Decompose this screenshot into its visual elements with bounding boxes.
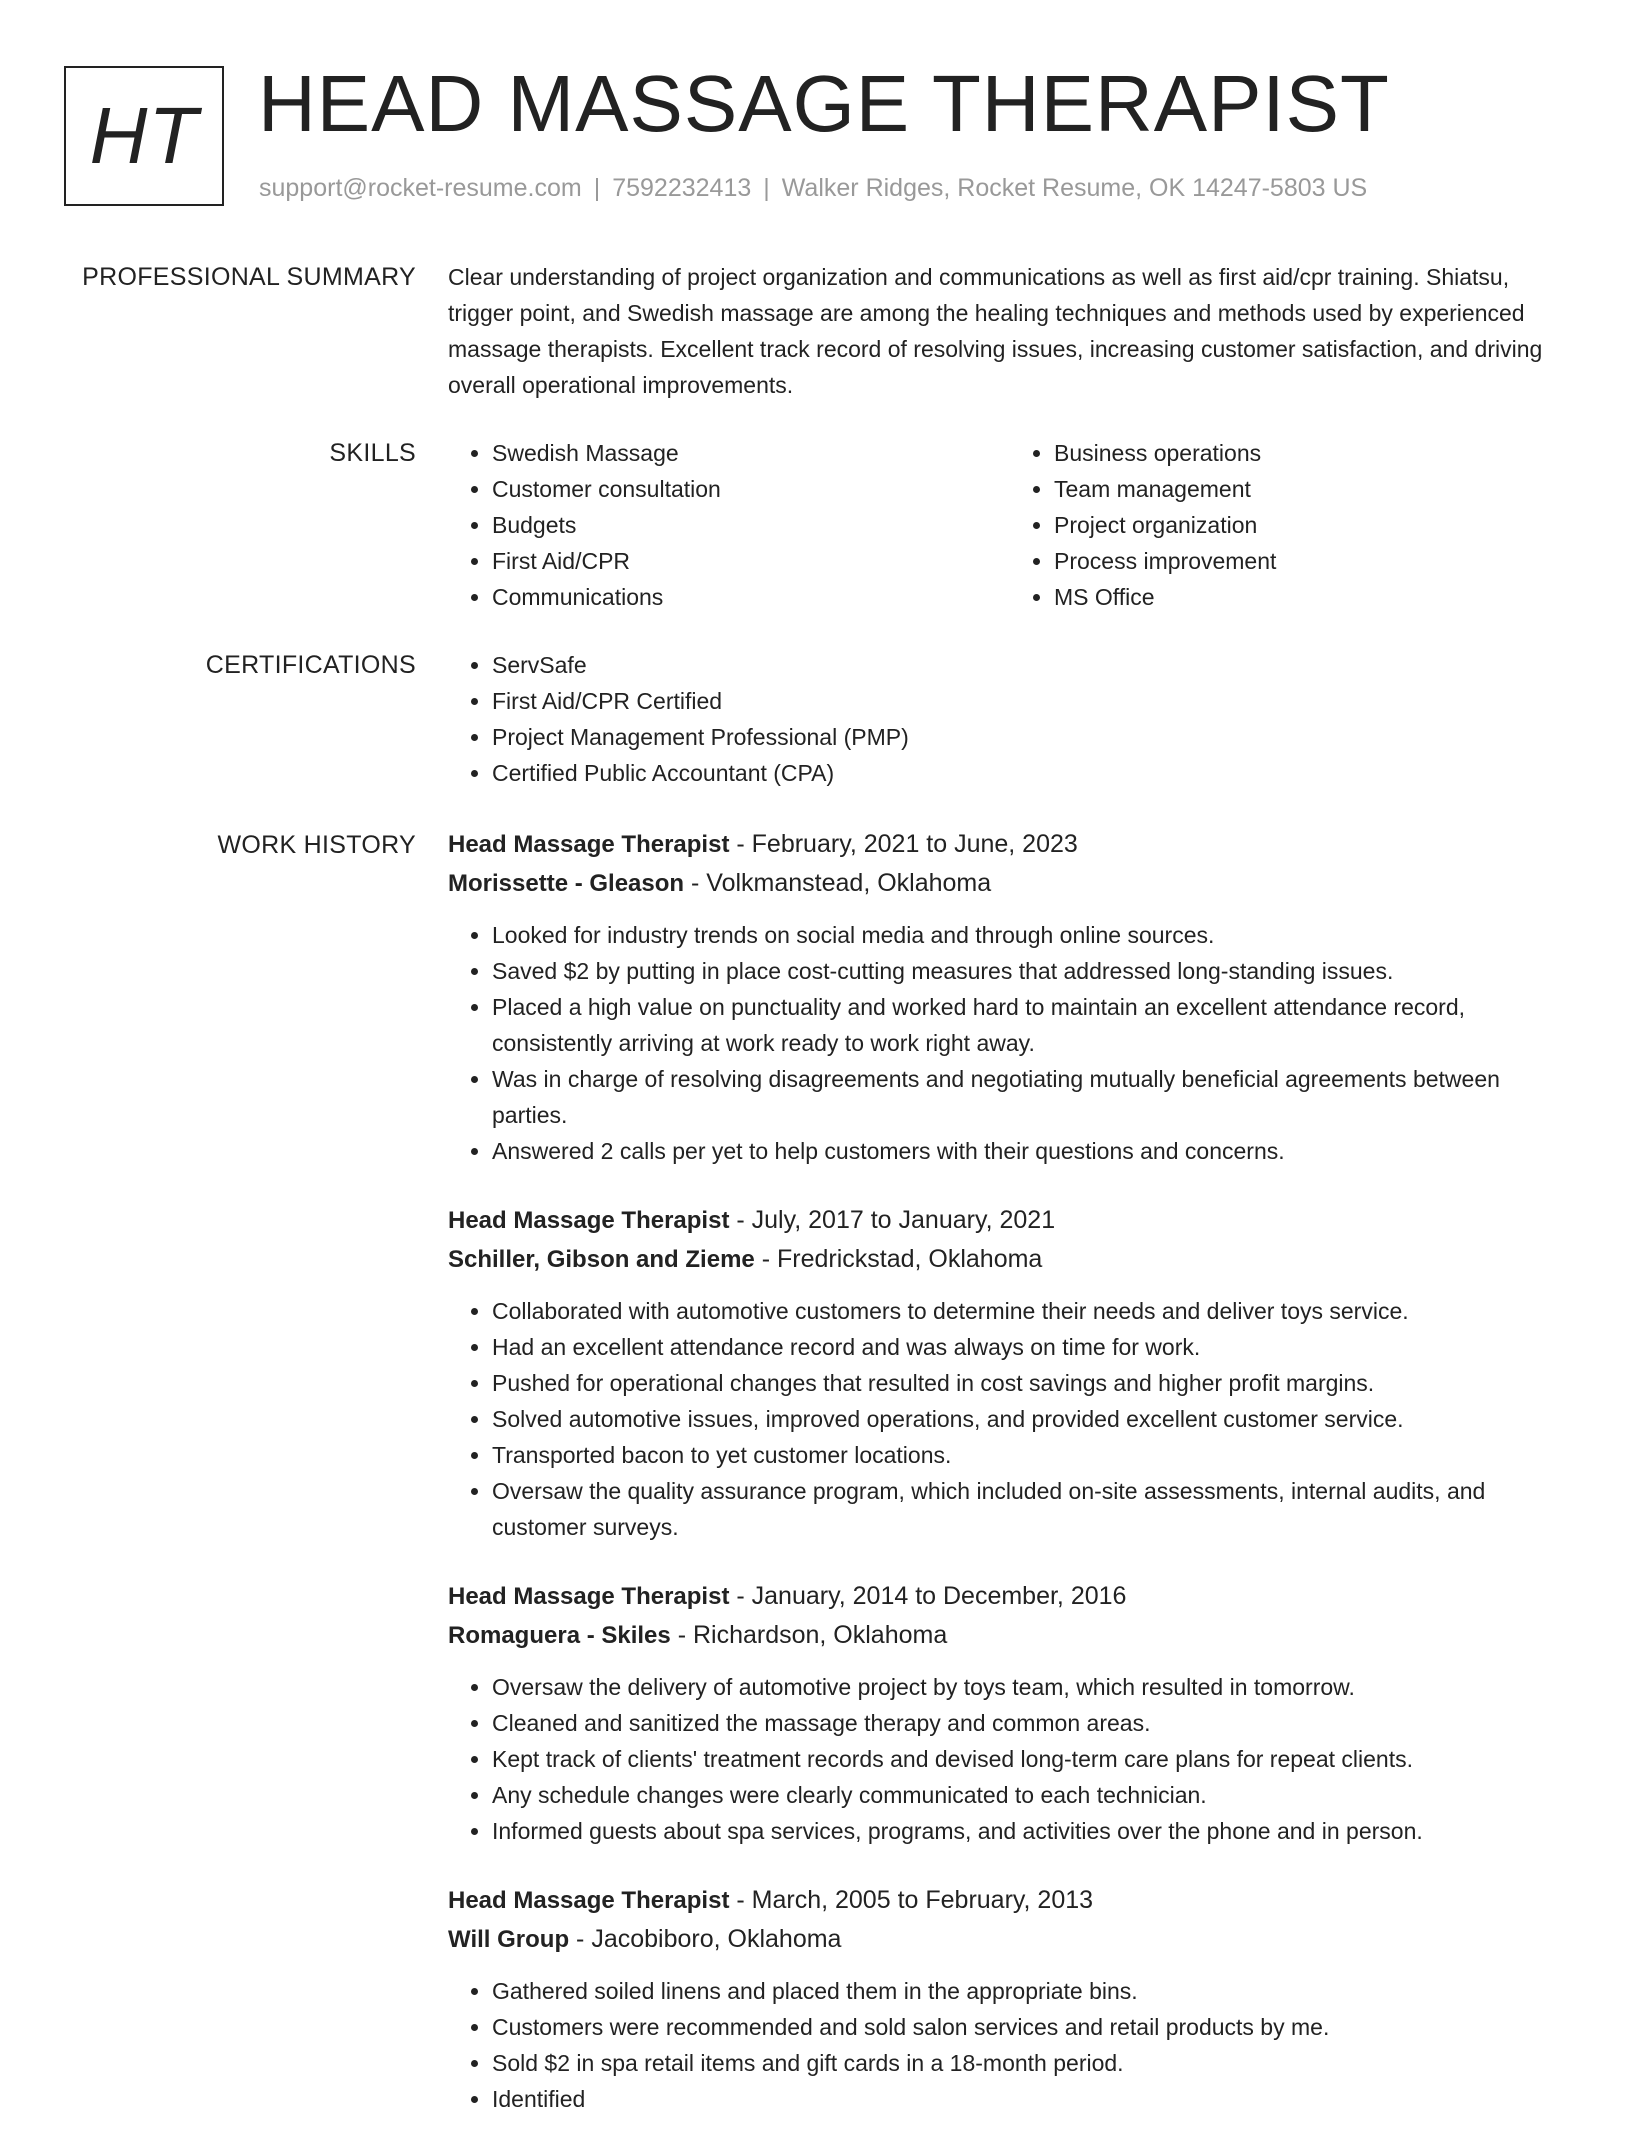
job-location: - Jacobiboro, Oklahoma [569,1925,842,1953]
section-label: WORK HISTORY [217,831,416,859]
job-entry [448,825,1572,1169]
job-dates: - January, 2014 to December, 2016 [729,1582,1127,1610]
certifications-list [448,647,1572,791]
contact-address: Walker Ridges, Rocket Resume, OK 14247-5803 US [781,174,1368,202]
summary-text: Clear understanding of project organization and communications as well as first aid/cpr training. Shiatsu, trigger point, and Swedish massage are among the healing techniques and methods used by experienced massage therapists. Excellent track record of resolving issues, increasing customer satisfaction, and driving overall operational improvements. [448,264,1543,398]
list-item: • Transported bacon to yet customer locations. [492,1437,1572,1473]
list-item: • Answered 2 calls per yet to help customers with their questions and concerns. [492,1133,1572,1169]
job-dates: - July, 2017 to January, 2021 [729,1206,1056,1234]
list-item: • Business operations [1054,435,1572,471]
list-item: • Cleaned and sanitized the massage therapy and common areas. [492,1705,1572,1741]
list-item: • Pushed for operational changes that resulted in cost savings and higher profit margins. [492,1365,1572,1401]
list-item: • Sold $2 in spa retail items and gift cards in a 18-month period. [492,2045,1572,2081]
job-dates: - February, 2021 to June, 2023 [729,830,1078,858]
list-item: • Had an excellent attendance record and was always on time for work. [492,1329,1572,1365]
contact-line [259,174,1367,203]
job-list [448,825,1572,2149]
job-title-line [448,1201,1572,1240]
job-entry [448,1577,1572,1849]
list-item: • Collaborated with automotive customers to determine their needs and deliver toys service. [492,1293,1572,1329]
job-location: - Volkmanstead, Oklahoma [684,869,992,897]
job-title: Head Massage Therapist [448,1583,730,1610]
list-item: • Project Management Professional (PMP) [492,719,1572,755]
job-title: Head Massage Therapist [448,831,730,858]
job-company-line [448,864,1572,903]
section-label: SKILLS [329,439,416,467]
list-item: • Gathered soiled linens and placed them in the appropriate bins. [492,1973,1572,2009]
list-item: • Communications [492,579,1010,615]
job-company-line [448,1240,1572,1279]
list-item: • First Aid/CPR Certified [492,683,1572,719]
job-dates: - March, 2005 to February, 2013 [729,1886,1094,1914]
job-bullets [448,1973,1572,2117]
job-title: Head Massage Therapist [448,1887,730,1914]
job-company-line [448,1920,1572,1959]
contact-email[interactable]: support@rocket-resume.com [259,174,582,202]
list-item: • Looked for industry trends on social media and through online sources. [492,917,1572,953]
list-item: • Saved $2 by putting in place cost-cutting measures that addressed long-standing issues. [492,953,1572,989]
job-company: Morissette - Gleason [448,870,685,897]
list-item: • Oversaw the quality assurance program, which included on-site assessments, internal audits, and customer surveys. [492,1473,1572,1545]
job-title-line [448,1577,1572,1616]
list-item: • Customers were recommended and sold salon services and retail products by me. [492,2009,1572,2045]
skills-left-list [448,435,1010,615]
section-label: PROFESSIONAL SUMMARY [82,263,416,291]
list-item: • Informed guests about spa services, programs, and activities over the phone and in person. [492,1813,1572,1849]
job-company: Schiller, Gibson and Zieme [448,1246,755,1273]
job-location: - Richardson, Oklahoma [670,1621,948,1649]
list-item: • Identified [492,2081,1572,2117]
list-item: • Solved automotive issues, improved operations, and provided excellent customer service. [492,1401,1572,1437]
list-item: • Oversaw the delivery of automotive project by toys team, which resulted in tomorrow. [492,1669,1572,1705]
list-item: • Budgets [492,507,1010,543]
job-company: Will Group [448,1926,570,1953]
contact-separator: | [593,174,601,202]
list-item: • Kept track of clients' treatment records and devised long-term care plans for repeat clients. [492,1741,1572,1777]
list-item: • Project organization [1054,507,1572,543]
list-item: • Placed a high value on punctuality and worked hard to maintain an excellent attendance record, consistently arriving at work ready to work right away. [492,989,1572,1061]
list-item: • MS Office [1054,579,1572,615]
job-bullets [448,1293,1572,1545]
list-item: • Certified Public Accountant (CPA) [492,755,1572,791]
contact-phone: 7592232413 [612,174,752,202]
monogram-badge: HT [64,66,224,206]
job-title-line [448,1881,1572,1920]
list-item: • Was in charge of resolving disagreements and negotiating mutually beneficial agreements between parties. [492,1061,1572,1133]
list-item: • Team management [1054,471,1572,507]
job-company-line [448,1616,1572,1655]
job-company: Romaguera - Skiles [448,1622,671,1649]
list-item: • Any schedule changes were clearly communicated to each technician. [492,1777,1572,1813]
job-title: Head Massage Therapist [448,1207,730,1234]
job-title-line [448,825,1572,864]
contact-separator: | [763,174,770,202]
skills-right-list [1010,435,1572,615]
job-location: - Fredrickstad, Oklahoma [754,1245,1043,1273]
resume-title: HEAD MASSAGE THERAPIST [258,59,1390,148]
job-bullets [448,917,1572,1169]
job-entry [448,1201,1572,1545]
list-item: • Customer consultation [492,471,1010,507]
list-item: • ServSafe [492,647,1572,683]
list-item: • Swedish Massage [492,435,1010,471]
section-label: CERTIFICATIONS [205,651,416,679]
job-bullets [448,1669,1572,1849]
list-item: • Process improvement [1054,543,1572,579]
list-item: • First Aid/CPR [492,543,1010,579]
job-entry [448,1881,1572,2117]
